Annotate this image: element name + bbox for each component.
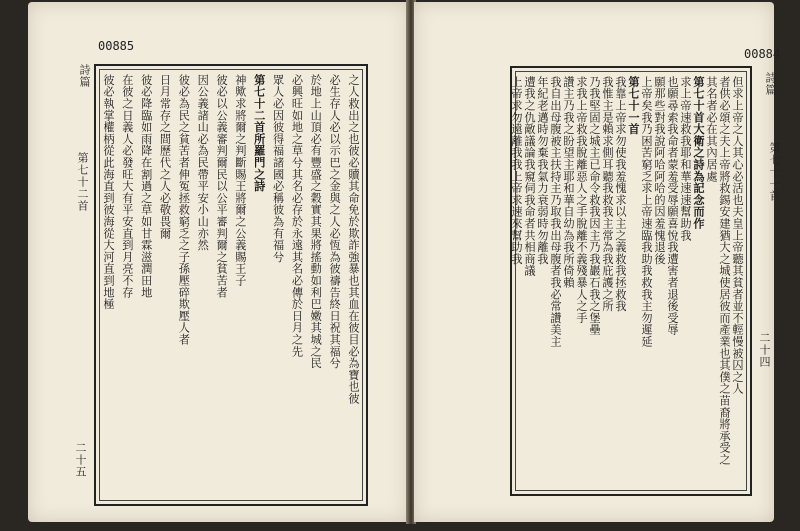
text-column: 其名者必在其內居處 (705, 76, 718, 183)
text-frame-right (510, 66, 752, 496)
text-column: 我自出母腹被主扶持主乃取我出母腹者我必常讚美主 (549, 76, 562, 348)
text-column: 第七十二首所羅門之詩 (252, 74, 267, 192)
page-number-right: 00884 (744, 47, 781, 61)
text-column: 彼必以公義審判爾民以公平審判爾之貧苦者 (215, 74, 229, 299)
text-column: 必興旺如地之草兮其名必存於永遠其名必傳於日月之先 (290, 74, 304, 358)
text-column: 神歟求將爾之判斷賜王將爾之公義賜王子 (233, 74, 247, 287)
text-column: 我靠上帝求勿使我羞愧求以主之義救我拯救我 (614, 76, 627, 312)
page-number-left: 00885 (98, 39, 135, 53)
folio-right: 二十四 (758, 332, 771, 368)
text-columns-left (102, 74, 360, 496)
text-column: 於地上山頂必有豐盛之穀實其果將搖動如利巴嫩其城之民 (309, 74, 323, 369)
text-column: 讚主乃我之盼望主耶和華自幼為我所倚賴 (562, 76, 575, 289)
text-column: 在彼之日義人必發旺大有平安直到月亮不存 (120, 74, 134, 299)
text-frame-left (94, 64, 368, 506)
running-title-left: 詩篇 (78, 64, 91, 88)
text-column: 彼必降臨如雨降在割過之草如甘霖滋潤田地 (139, 74, 153, 299)
text-column: 求我上帝救我脫離惡人之手脫離不義殘暴人之手 (575, 76, 588, 324)
text-column: 上帝矣我乃困苦窮乏求上帝速臨我助我救我主勿遲延 (640, 76, 653, 348)
chapter-label-right: 第七十一首 (768, 142, 781, 202)
text-column: 年紀老邁時勿棄我氣力衰弱時勿離我 (536, 76, 549, 265)
text-column: 眾人必因彼得福諸國必稱彼為有福兮 (271, 74, 285, 263)
text-column: 因公義諸山必為民帶平安小山亦然 (196, 74, 210, 251)
text-column: 乃我堅固之城主已命令救我因主乃我巖石我之堡壘 (588, 76, 601, 336)
text-column: 之人救出之也彼必贖其命免於欺詐強暴也其血在彼目必為寶也彼 (346, 74, 360, 405)
chapter-label-left: 第七十二首 (76, 152, 89, 212)
text-column: 但求上帝之人其心必活也夫皇上帝聽其貧者並不輕慢被囚之人 (731, 76, 744, 395)
text-column: 第七十首大衛之詩為記念而作 (692, 76, 706, 230)
text-column: 者供必頌之夫上帝將救錫安建猶大之城使居彼而產業也其僕之苗裔將承受之 (718, 76, 731, 466)
text-column: 第七十一首 (627, 76, 641, 135)
text-column: 必生存人必以示巴之金與之人必恆為彼禱告終日祝其福兮 (328, 74, 342, 369)
text-column: 彼必為民之貧苦者伸冤拯救窮乏之子孫壓碎欺壓人者 (177, 74, 191, 346)
text-column: 願那些對我說阿哈阿哈的因羞愧退後 (653, 76, 666, 265)
open-book (28, 0, 800, 531)
text-column: 日月常存之間歷代之人必敬畏爾 (158, 74, 172, 240)
text-column: 求上帝速救我耶和華速速幫助我 (679, 76, 692, 242)
text-column: 遭我之仇敵議論我窺伺我命者共相商議 (523, 76, 536, 277)
left-page (28, 2, 408, 522)
text-columns-right (510, 76, 744, 486)
right-page (414, 2, 781, 522)
text-column: 彼必執掌權柄從此海直到彼海從大河直到地極 (102, 74, 115, 310)
folio-left: 二十五 (74, 442, 87, 478)
text-column: 我惟主是賴求側耳聽我救我主常為我庇護之所 (601, 76, 614, 312)
text-column: 上帝求勿遠離我我上帝求速來幫助我 (510, 76, 523, 265)
text-column: 也願尋索我命者蒙羞受辱願喜悅我遭害者退後受辱 (666, 76, 679, 336)
running-title-right: 詩篇 (764, 72, 777, 96)
